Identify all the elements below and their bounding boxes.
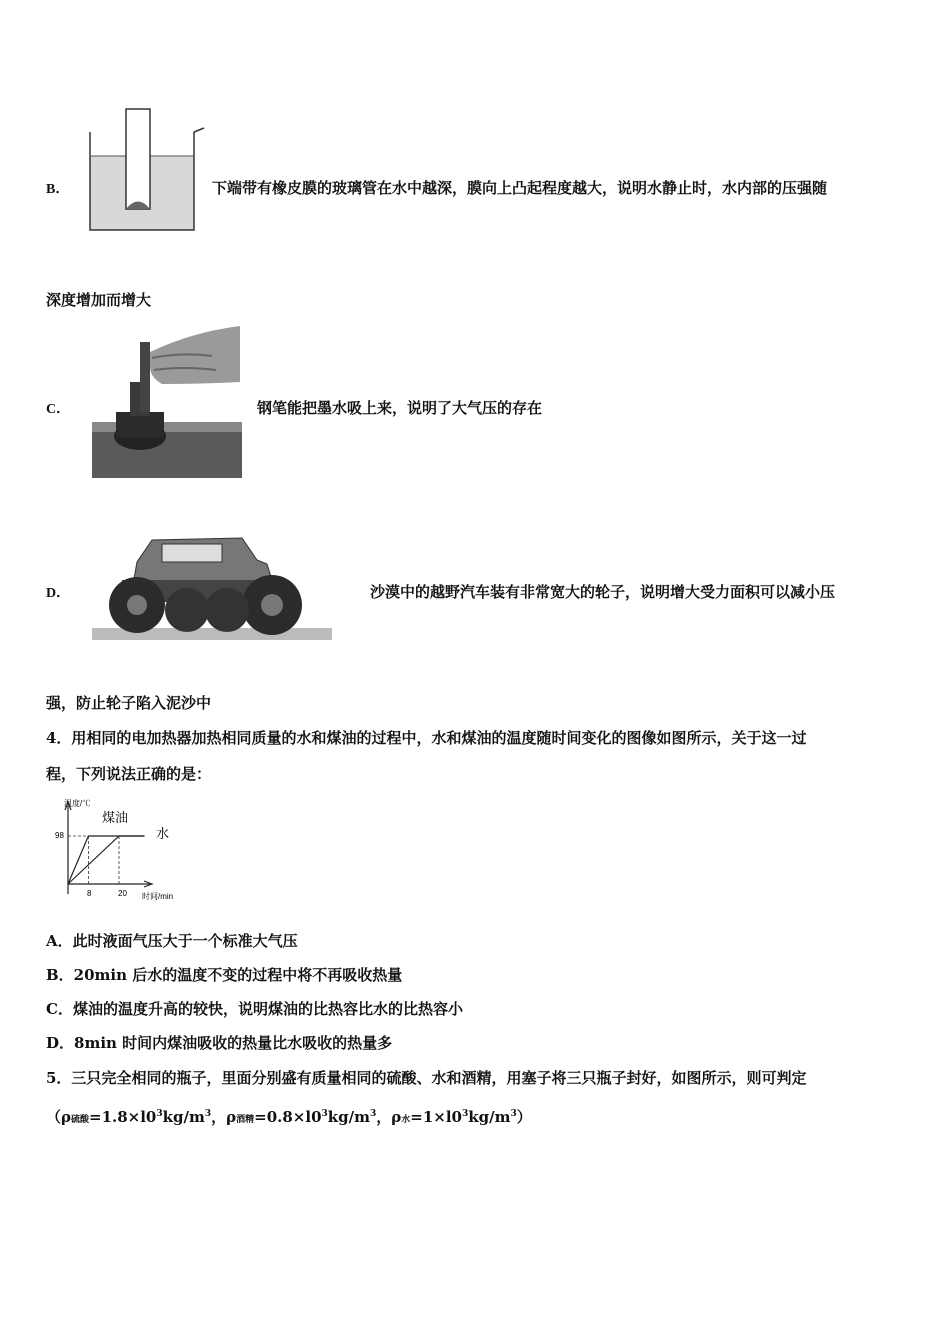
q5-sub-sulfuric: 硫酸 <box>70 1115 89 1125</box>
q5-exp-unit-3: 3 <box>510 1109 517 1119</box>
q5-val-water: =1×l0 <box>410 1108 462 1126</box>
q5-sep-2: ，ρ <box>376 1108 402 1126</box>
q5-unit-3: kg/m <box>468 1108 511 1126</box>
option-d-letter: D． <box>46 586 71 601</box>
series-line-water <box>68 836 145 884</box>
q5-unit-1: kg/m <box>162 1108 205 1126</box>
x-tick-20: 20 <box>118 889 127 898</box>
q5-exp-unit-1: 3 <box>204 1109 212 1119</box>
series-line-kerosene <box>68 836 145 884</box>
q5-open: （ρ <box>46 1108 71 1126</box>
q5-val-sulfuric: =1.8×l0 <box>89 1108 157 1126</box>
y-axis-label: 温度/℃ <box>64 799 91 808</box>
fountain-pen-ink-figure <box>92 322 242 478</box>
x-tick-8: 8 <box>87 889 92 898</box>
q4-stem-line2: 程，下列说法正确的是： <box>46 765 212 783</box>
q5-sub-alcohol: 酒精 <box>236 1115 255 1125</box>
option-c-text: 钢笔能把墨水吸上来，说明了大气压的存在 <box>257 399 543 417</box>
q4-option-d: D．8min 时间内煤油吸收的热量比水吸收的热量多 <box>46 1034 393 1052</box>
x-axis-label: 时间/min <box>142 892 174 901</box>
q4-option-b: B．20min 后水的温度不变的过程中将不再吸收热量 <box>46 966 403 984</box>
q4-option-a: A．此时液面气压大于一个标准大气压 <box>46 932 298 950</box>
q5-unit-2: kg/m <box>327 1108 371 1126</box>
q5-exp-unit-2: 3 <box>370 1109 377 1119</box>
q4-option-c: C．煤油的温度升高的较快，说明煤油的比热容比水的比热容小 <box>46 1000 463 1018</box>
option-b-text-cont: 深度增加而增大 <box>46 291 152 309</box>
q5-sub-water: 水 <box>401 1115 411 1125</box>
q5-densities <box>46 1104 532 1130</box>
q4-stem-line1: 4．用相同的电加热器加热相同质量的水和煤油的过程中，水和煤油的温度随时间变化的图像如图所示，关于这一过 <box>46 729 807 747</box>
off-road-car-figure <box>92 530 332 650</box>
option-d-text-cont: 强，防止轮子陷入泥沙中 <box>46 694 212 712</box>
glass-tube-in-water-figure <box>84 106 208 236</box>
water-label: 水 <box>156 827 170 842</box>
option-b-letter: B． <box>46 182 70 197</box>
y-tick-98: 98 <box>55 831 64 840</box>
q5-close: ） <box>516 1108 532 1126</box>
q5-val-alcohol: =0.8×l0 <box>254 1108 322 1126</box>
kerosene-label: 煤油 <box>102 811 129 826</box>
q5-exp-2: 3 <box>321 1109 328 1119</box>
option-b-text: 下端带有橡皮膜的玻璃管在水中越深，膜向上凸起程度越大，说明水静止时，水内部的压强随 <box>212 179 828 197</box>
option-c-letter: C． <box>46 402 71 417</box>
q5-sep-1: ，ρ <box>211 1108 237 1126</box>
temperature-time-graph <box>46 796 206 906</box>
q5-exp-3: 3 <box>462 1109 469 1119</box>
option-d-text: 沙漠中的越野汽车装有非常宽大的轮子，说明增大受力面积可以减小压 <box>370 583 836 601</box>
q5-exp-1: 3 <box>156 1109 163 1119</box>
q5-stem-line1: 5．三只完全相同的瓶子，里面分别盛有质量相同的硫酸、水和酒精，用塞子将三只瓶子封好，如图所示，则可判定 <box>46 1069 807 1087</box>
